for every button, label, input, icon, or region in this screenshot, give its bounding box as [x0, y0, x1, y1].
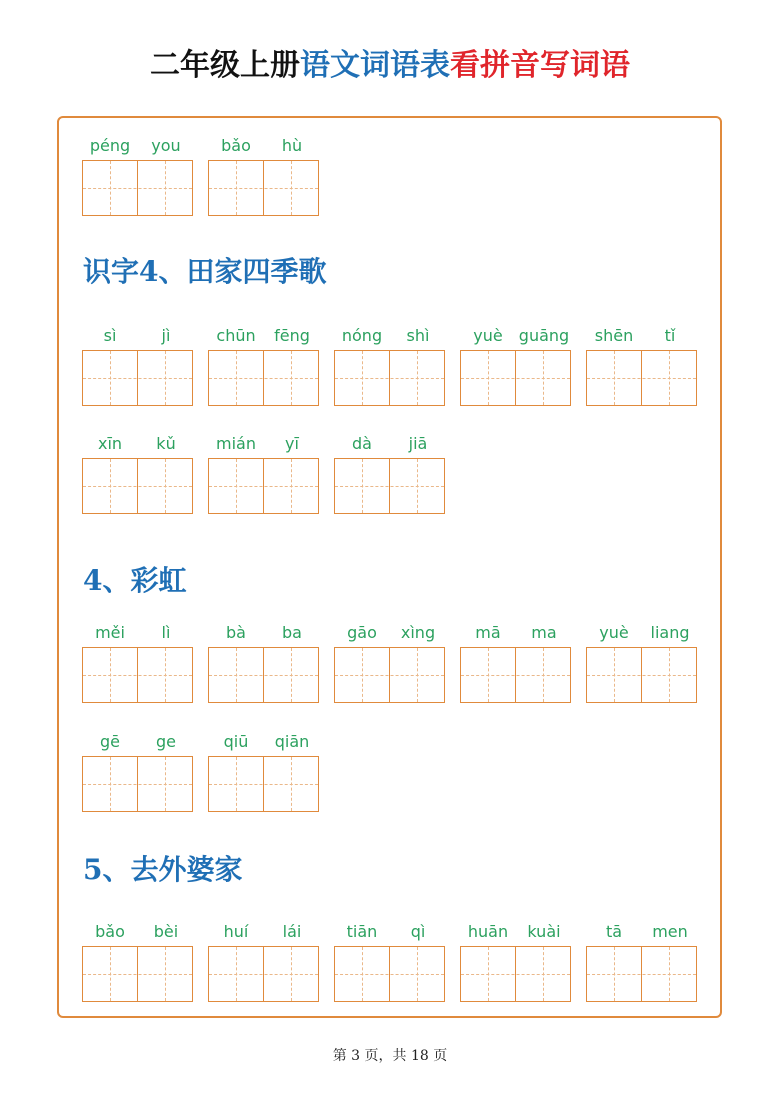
writing-grid[interactable] [460, 946, 571, 1002]
writing-grid[interactable] [586, 946, 697, 1002]
guide-line [110, 459, 111, 513]
pinyin-syllable: sì [103, 326, 117, 345]
guide-line [488, 947, 489, 1001]
pinyin-syllable: yī [285, 434, 299, 453]
guide-line [209, 486, 318, 487]
guide-line [165, 351, 166, 405]
pinyin-syllable: jiā [408, 434, 428, 453]
guide-line [83, 974, 192, 975]
guide-line [614, 648, 615, 702]
writing-grid[interactable] [208, 647, 319, 703]
guide-line [461, 974, 570, 975]
title-wordlist: 语文词语表 [300, 48, 450, 83]
pinyin-syllable: ba [282, 623, 302, 642]
guide-line [110, 947, 111, 1001]
guide-line [291, 757, 292, 811]
guide-line [110, 757, 111, 811]
pinyin-syllable: huí [223, 922, 249, 941]
guide-line [209, 974, 318, 975]
pinyin-syllable: xìng [400, 623, 436, 642]
writing-grid[interactable] [334, 946, 445, 1002]
pinyin-syllable: dà [352, 434, 372, 453]
section-heading: 4、彩虹 [83, 564, 187, 597]
writing-grid[interactable] [208, 946, 319, 1002]
guide-line [291, 351, 292, 405]
pinyin-syllable: yuè [473, 326, 503, 345]
guide-line [335, 974, 444, 975]
guide-line [587, 378, 696, 379]
pinyin-syllable: qiān [274, 732, 310, 751]
writing-grid[interactable] [334, 350, 445, 406]
guide-line [587, 675, 696, 676]
guide-line [362, 947, 363, 1001]
section-heading: 5、去外婆家 [83, 853, 243, 886]
pinyin-syllable: bǎo [221, 136, 251, 155]
guide-line [417, 459, 418, 513]
guide-line [83, 188, 192, 189]
guide-line [209, 784, 318, 785]
writing-grid[interactable] [82, 458, 193, 514]
guide-line [236, 947, 237, 1001]
writing-grid[interactable] [460, 647, 571, 703]
guide-line [165, 648, 166, 702]
pinyin-syllable: fēng [274, 326, 310, 345]
writing-grid[interactable] [586, 647, 697, 703]
writing-grid[interactable] [82, 756, 193, 812]
guide-line [417, 947, 418, 1001]
guide-line [488, 648, 489, 702]
pinyin-syllable: gāo [347, 623, 377, 642]
guide-line [236, 648, 237, 702]
writing-grid[interactable] [82, 160, 193, 216]
pinyin-syllable: you [151, 136, 181, 155]
guide-line [417, 351, 418, 405]
guide-line [291, 161, 292, 215]
pinyin-syllable: shì [406, 326, 430, 345]
writing-grid[interactable] [460, 350, 571, 406]
section-heading: 识字4、田家四季歌 [83, 255, 327, 288]
writing-grid[interactable] [334, 458, 445, 514]
guide-line [83, 784, 192, 785]
page-title [0, 44, 780, 88]
writing-grid[interactable] [82, 350, 193, 406]
pinyin-syllable: nóng [341, 326, 383, 345]
writing-grid[interactable] [334, 647, 445, 703]
guide-line [362, 648, 363, 702]
pinyin-syllable: tiān [346, 922, 378, 941]
guide-line [669, 947, 670, 1001]
writing-grid[interactable] [208, 756, 319, 812]
pinyin-syllable: qiū [223, 732, 249, 751]
guide-line [209, 675, 318, 676]
pinyin-syllable: kǔ [156, 434, 176, 453]
guide-line [165, 947, 166, 1001]
pinyin-syllable: tǐ [664, 326, 676, 345]
guide-line [587, 974, 696, 975]
guide-line [291, 947, 292, 1001]
pinyin-syllable: qì [410, 922, 426, 941]
writing-grid[interactable] [208, 160, 319, 216]
guide-line [614, 947, 615, 1001]
title-task: 看拼音写词语 [450, 48, 630, 83]
guide-line [335, 378, 444, 379]
guide-line [236, 757, 237, 811]
guide-line [291, 459, 292, 513]
pinyin-syllable: ma [531, 623, 557, 642]
pinyin-syllable: měi [95, 623, 125, 642]
writing-grid[interactable] [82, 647, 193, 703]
pinyin-syllable: chūn [216, 326, 256, 345]
guide-line [362, 459, 363, 513]
guide-line [669, 351, 670, 405]
guide-line [83, 675, 192, 676]
guide-line [461, 378, 570, 379]
pinyin-syllable: shēn [594, 326, 634, 345]
guide-line [417, 648, 418, 702]
pinyin-syllable: guāng [518, 326, 570, 345]
pinyin-syllable: tā [605, 922, 623, 941]
guide-line [209, 188, 318, 189]
writing-grid[interactable] [208, 458, 319, 514]
pinyin-syllable: kuài [527, 922, 561, 941]
page-footer: 第 3 页，共 18 页 [332, 1048, 448, 1064]
guide-line [110, 648, 111, 702]
pinyin-syllable: mā [475, 623, 501, 642]
pinyin-syllable: hù [281, 136, 303, 155]
guide-line [291, 648, 292, 702]
pinyin-syllable: men [652, 922, 688, 941]
guide-line [110, 351, 111, 405]
pinyin-syllable: ge [156, 732, 176, 751]
guide-line [335, 675, 444, 676]
pinyin-syllable: yuè [599, 623, 629, 642]
guide-line [614, 351, 615, 405]
guide-line [543, 648, 544, 702]
pinyin-syllable: bèi [153, 922, 179, 941]
guide-line [110, 161, 111, 215]
pinyin-syllable: bǎo [95, 922, 125, 941]
pinyin-syllable: huān [467, 922, 509, 941]
pinyin-syllable: jì [161, 326, 171, 345]
title-grade: 二年级上册 [150, 48, 300, 83]
guide-line [165, 757, 166, 811]
writing-grid[interactable] [586, 350, 697, 406]
guide-line [165, 161, 166, 215]
guide-line [669, 648, 670, 702]
pinyin-syllable: lì [161, 623, 171, 642]
guide-line [83, 378, 192, 379]
pinyin-syllable: lái [282, 922, 302, 941]
pinyin-syllable: gē [100, 732, 120, 751]
pinyin-syllable: péng [89, 136, 131, 155]
pinyin-syllable: liang [650, 623, 690, 642]
pinyin-syllable: bà [226, 623, 246, 642]
writing-grid[interactable] [208, 350, 319, 406]
guide-line [543, 351, 544, 405]
guide-line [543, 947, 544, 1001]
guide-line [236, 459, 237, 513]
writing-grid[interactable] [82, 946, 193, 1002]
guide-line [488, 351, 489, 405]
pinyin-syllable: xīn [97, 434, 123, 453]
guide-line [362, 351, 363, 405]
guide-line [335, 486, 444, 487]
guide-line [461, 675, 570, 676]
guide-line [165, 459, 166, 513]
guide-line [236, 161, 237, 215]
guide-line [83, 486, 192, 487]
pinyin-syllable: mián [216, 434, 256, 453]
guide-line [236, 351, 237, 405]
guide-line [209, 378, 318, 379]
